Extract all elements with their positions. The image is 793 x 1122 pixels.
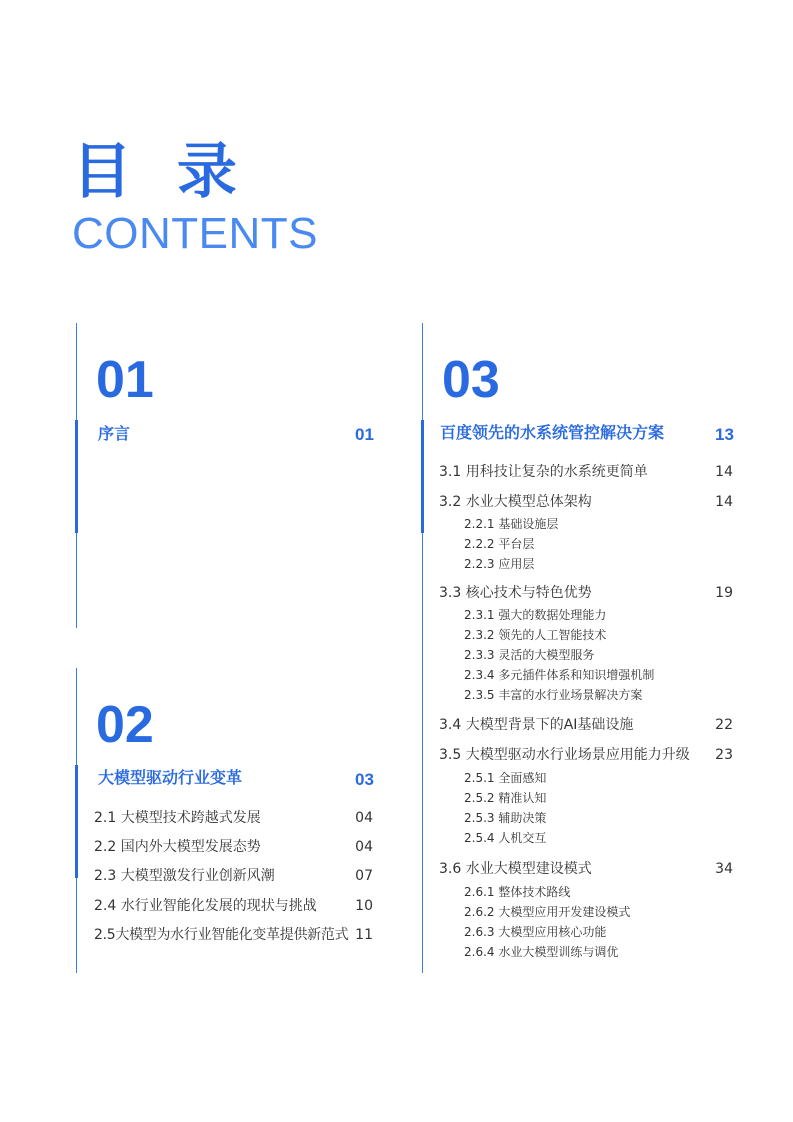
toc-entry-page: 19 <box>715 585 733 601</box>
toc-subentry[interactable]: 2.2.3 应用层 <box>464 557 535 571</box>
toc-subentry[interactable]: 2.3.4 多元插件体系和知识增强机制 <box>464 668 655 682</box>
toc-entry-page: 04 <box>355 810 373 826</box>
section-accent-bar <box>75 765 78 878</box>
toc-entry-page: 34 <box>715 861 733 877</box>
toc-entry-page: 11 <box>355 927 373 943</box>
toc-entry[interactable]: 3.6 水业大模型建设模式 <box>439 861 592 877</box>
section-accent-bar <box>75 420 78 533</box>
toc-entry[interactable]: 3.5 大模型驱动水行业场景应用能力升级 <box>439 747 690 763</box>
toc-subentry[interactable]: 2.3.2 领先的人工智能技术 <box>464 628 607 642</box>
toc-entry[interactable]: 2.2 国内外大模型发展态势 <box>94 839 261 855</box>
toc-subentry[interactable]: 2.6.3 大模型应用核心功能 <box>464 925 607 939</box>
toc-subentry[interactable]: 2.6.2 大模型应用开发建设模式 <box>464 905 631 919</box>
toc-entry-page: 07 <box>355 868 373 884</box>
toc-subentry[interactable]: 2.2.1 基础设施层 <box>464 517 559 531</box>
section-accent-bar <box>421 420 424 533</box>
toc-entry[interactable]: 3.3 核心技术与特色优势 <box>439 585 592 601</box>
toc-entry[interactable]: 3.4 大模型背景下的AI基础设施 <box>439 717 634 733</box>
section-title[interactable]: 序言 <box>98 424 131 443</box>
section-title[interactable]: 大模型驱动行业变革 <box>98 768 243 787</box>
toc-entry-page: 14 <box>715 464 733 480</box>
toc-subentry[interactable]: 2.2.2 平台层 <box>464 537 535 551</box>
toc-entry-page: 23 <box>715 747 733 763</box>
toc-entry[interactable]: 3.2 水业大模型总体架构 <box>439 494 592 510</box>
toc-entry[interactable]: 2.1 大模型技术跨越式发展 <box>94 810 261 826</box>
toc-entry-page: 04 <box>355 839 373 855</box>
toc-subentry[interactable]: 2.6.4 水业大模型训练与调优 <box>464 945 619 959</box>
toc-subentry[interactable]: 2.3.5 丰富的水行业场景解决方案 <box>464 688 643 702</box>
section-title[interactable]: 百度领先的水系统管控解决方案 <box>440 423 665 442</box>
toc-subentry[interactable]: 2.5.2 精准认知 <box>464 791 547 805</box>
toc-entry-page: 10 <box>355 898 373 914</box>
toc-subentry[interactable]: 2.5.1 全面感知 <box>464 771 547 785</box>
toc-entry-page: 14 <box>715 494 733 510</box>
toc-subentry[interactable]: 2.3.3 灵活的大模型服务 <box>464 648 595 662</box>
page-subtitle: CONTENTS <box>72 209 318 258</box>
toc-entry-page: 22 <box>715 717 733 733</box>
section-page-number: 03 <box>355 770 374 789</box>
section-page-number: 01 <box>355 425 374 444</box>
page-title: 目 录 <box>72 137 249 207</box>
toc-subentry[interactable]: 2.5.4 人机交互 <box>464 831 547 845</box>
section-number: 02 <box>96 696 154 754</box>
toc-entry[interactable]: 3.1 用科技让复杂的水系统更简单 <box>439 464 648 480</box>
toc-entry[interactable]: 2.5大模型为水行业智能化变革提供新范式 <box>94 927 349 943</box>
toc-subentry[interactable]: 2.3.1 强大的数据处理能力 <box>464 608 607 622</box>
section-number: 03 <box>442 351 500 409</box>
toc-subentry[interactable]: 2.5.3 辅助决策 <box>464 811 547 825</box>
section-page-number: 13 <box>715 425 734 444</box>
toc-subentry[interactable]: 2.6.1 整体技术路线 <box>464 885 571 899</box>
toc-entry[interactable]: 2.4 水行业智能化发展的现状与挑战 <box>94 898 317 914</box>
section-number: 01 <box>96 351 154 409</box>
toc-entry[interactable]: 2.3 大模型激发行业创新风潮 <box>94 868 275 884</box>
